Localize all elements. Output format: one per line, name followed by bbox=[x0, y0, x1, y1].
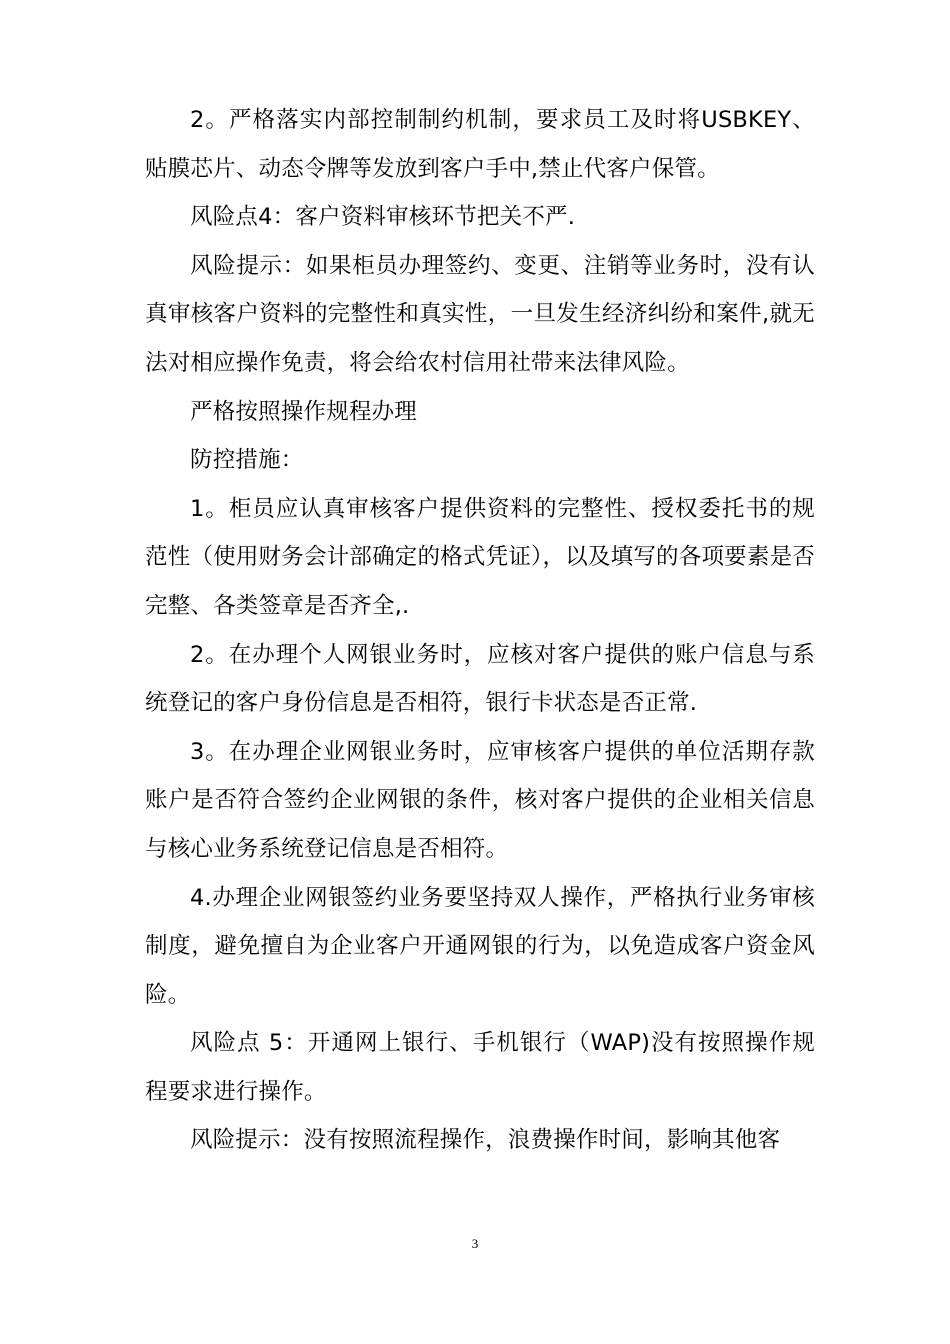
paragraph-measure-1: 1。柜员应认真审核客户提供资料的完整性、授权委托书的规范性（使用财务会计部确定的格式凭证），以及填写的各项要素是否完整、各类签章是否齐全,. bbox=[145, 495, 815, 619]
paragraph-measure-2: 2。在办理个人网银业务时，应核对客户提供的账户信息与系统登记的客户身份信息是否相符，银行卡状态是否正常. bbox=[145, 641, 815, 717]
paragraph-measure-3: 3。在办理企业网银业务时，应审核客户提供的单位活期存款账户是否符合签约企业网银的条件，核对客户提供的企业相关信息与核心业务系统登记信息是否相符。 bbox=[145, 738, 815, 862]
paragraph-control-measures-heading: 防控措施： bbox=[190, 447, 304, 474]
paragraph-risk-warning-5: 风险提示：没有按照流程操作，浪费操作时间，影响其他客 bbox=[190, 1127, 781, 1154]
paragraph-risk-warning-4: 风险提示：如果柜员办理签约、变更、注销等业务时，没有认真审核客户资料的完整性和真实性，一旦发生经济纠纷和案件,就无法对相应操作免责，将会给农村信用社带来法律风险。 bbox=[145, 252, 815, 376]
paragraph-risk-point-5: 风险点 5：开通网上银行、手机银行（WAP)没有按照操作规程要求进行操作。 bbox=[145, 1030, 815, 1105]
page-number: 3 bbox=[471, 1236, 479, 1251]
paragraph-risk-point-4: 风险点4：客户资料审核环节把关不严. bbox=[190, 204, 576, 231]
document-body bbox=[145, 96, 815, 1165]
paragraph-control-mechanism: 2。严格落实内部控制制约机制，要求员工及时将USBKEY、贴膜芯片、动态令牌等发放到客户手中,禁止代客户保管。 bbox=[145, 107, 815, 182]
paragraph-measure-4: 4.办理企业网银签约业务要坚持双人操作，严格执行业务审核制度，避免擅自为企业客户开通网银的行为，以免造成客户资金风险。 bbox=[145, 884, 815, 1008]
paragraph-follow-procedure: 严格按照操作规程办理 bbox=[190, 398, 418, 425]
